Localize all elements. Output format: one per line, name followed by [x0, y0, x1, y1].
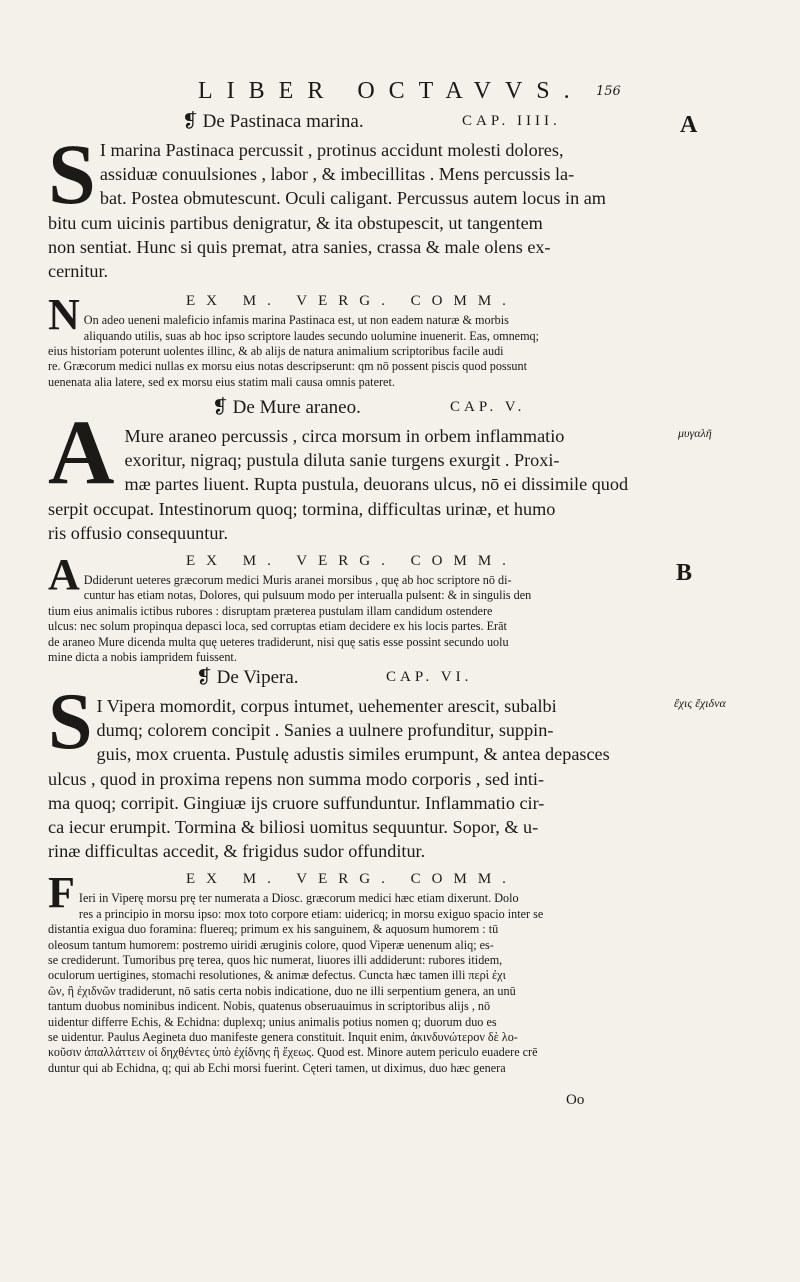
chapter-text — [48, 678, 658, 863]
commentary-initial: F — [48, 868, 75, 918]
commentary-initial: N — [48, 290, 80, 340]
chapter-number: CAP. IIII. — [462, 113, 561, 129]
commentary-initial: A — [48, 550, 80, 600]
chapter-heading — [48, 396, 658, 424]
text-line: exoritur, nigraq; pustula diluta sanie turgens exurgit . Proxi- — [124, 450, 560, 471]
chapter-title: ❡ De Mure araneo. — [212, 397, 361, 418]
margin-greek-note-2: ἔχις ἔχιδνα — [674, 696, 726, 710]
text-line: aliquando utilis, suas ab hoc ipso scriptore laudes secundo uolumine inuenerit. Eas, omnemq; — [83, 328, 540, 343]
text-line: mæ partes liuent. Rupta pustula, deuorans ulcus, nō ei dissimile quod — [124, 474, 629, 495]
section-mure-araneo — [48, 396, 658, 665]
drop-cap: A — [48, 401, 115, 503]
chapter-number: CAP. V. — [450, 399, 526, 415]
running-title: LIBER OCTAVVS. — [198, 78, 584, 104]
chapter-heading — [48, 666, 658, 694]
text-line: cuntur has etiam notas, Dolores, qui pulsuum modo per interualla pulsent: & in singulis den — [83, 588, 532, 603]
chapter-heading — [48, 110, 658, 138]
margin-letter-a: A — [680, 112, 698, 138]
chapter-title: ❡ De Pastinaca marina. — [182, 111, 364, 132]
text-line: ulcus , quod in proxima repens non summa modo corporis , sed inti- — [48, 768, 545, 789]
text-line: se crediderunt. Tumoribus prę terea, quos hic numerat, liuores illi addiderunt: rubores itidem, — [48, 953, 503, 968]
section-pastinaca — [48, 110, 658, 390]
text-line: uenenata alia latere, sed ex morsu eius statim mali causa omnis pateret. — [48, 374, 395, 389]
text-line: I Vipera momordit, corpus intumet, uehementer arescit, subalbi — [96, 696, 557, 716]
text-line: assiduæ conuulsiones , labor , & imbecillitas . Mens percussis la- — [99, 164, 575, 185]
text-line: non sentiat. Hunc si quis premat, atra sanies, crassa & male olens ex- — [48, 236, 551, 257]
text-line: ris offusio consequuntur. — [48, 522, 229, 543]
section-vipera — [48, 666, 658, 1076]
text-line: I marina Pastinaca percussit , protinus accidunt molesti dolores, — [99, 140, 564, 160]
text-line: guis, mox cruenta. Pustulę adustis similes erumpunt, & antea depasces — [96, 744, 610, 765]
text-line: cernitur. — [48, 261, 109, 282]
text-line: bitu cum uicinis partibus denigratur, & ita obstupescit, ut tangentem — [48, 212, 543, 233]
text-line: se uidentur. Paulus Aegineta duo manifeste genera constituit. Inquit enim, ἀκινδυνώτερον δὲ λο- — [48, 1030, 518, 1045]
drop-cap: S — [48, 678, 93, 766]
text-line: dumq; colorem concipit . Sanies a uulnere profunditur, suppin- — [96, 720, 554, 741]
text-line: uidentur differre Echis, & Echidna: duplexq; unius animalis potius nomen q; duorum duo es — [48, 1014, 497, 1029]
chapter-number: CAP. VI. — [386, 669, 473, 685]
text-line: ulcus: nec solum propinqua depasci loca, sed corruptas etiam decidere ex his locis partes. Erāt — [48, 619, 507, 634]
text-line: distantia exigua duo foramina: fluereq; primum ex his sanguinem, & aquosum humorem : tū — [48, 922, 499, 937]
text-line: eius historiam poterunt uolentes illinc, & ab alijs de natura animalium scriptoribus facile audi — [48, 344, 504, 359]
text-line: Mure araneo percussis , circa morsum in orbem inflammatio — [124, 426, 565, 446]
commentary-title: EX M. VERG. COMM. — [186, 293, 517, 310]
text-line: Ieri in Viperę morsu prę ter numerata a Diosc. græcorum medici hæc etiam dixerunt. Dolo — [78, 891, 519, 906]
text-line: mine dicta a nobis iampridem fuissent. — [48, 650, 237, 665]
text-line: re. Græcorum medici nullas ex morsu eius notas descripserunt: qm nō possent piscis quod possunt — [48, 359, 527, 374]
text-line: oculorum uertigines, stomachi resolutiones, & animæ defectus. Cuncta hæc tamen illi περὶ ἐχι — [48, 968, 506, 983]
drop-cap: S — [48, 126, 96, 222]
text-line: duntur qui ab Echidna, q; qui ab Echi morsi fuerint. Cęteri tamen, ut diximus, duo hæc genera — [48, 1060, 506, 1075]
text-line: serpit occupat. Intestinorum quoq; tormina, difficultas urinæ, et humo — [48, 498, 556, 519]
text-line: ma quoq; corripit. Gingiuæ ijs cruore suffunduntur. Inflammatio cir- — [48, 792, 545, 813]
text-line: Ddiderunt ueteres græcorum medici Muris aranei morsibus , quę ab hoc scriptore nō di- — [83, 573, 512, 588]
commentary-title: EX M. VERG. COMM. — [186, 553, 517, 570]
text-line: tium eius animalis ictibus rubores : disruptam præterea pustulam illam candidum ostendere — [48, 603, 493, 618]
text-line: tantum duobus nominibus indicent. Nobis, quatenus obseruauimus in scriptoribus alijs , nō — [48, 999, 491, 1014]
chapter-text — [48, 126, 658, 283]
text-line: oleosum tantum humorem: postremo uiridi æruginis colore, quod Viperæ uenenum aliq; es- — [48, 937, 494, 952]
text-line: bat. Postea obmutescunt. Oculi caligant. Percussus autem locus in am — [99, 188, 606, 209]
text-line: κοῦσιν ἀπαλλάττειν οἱ δηχθέντες ὑπὸ ἐχίδνης ἢ ἔχεως. Quod est. Minore autem periculo euadere crē — [48, 1045, 538, 1060]
catchword: Oo — [566, 1092, 585, 1108]
margin-letter-b: B — [676, 560, 693, 586]
folio-number: 156 — [596, 84, 621, 99]
text-line: rinæ difficultas accedit, & frigidus sudor offunditur. — [48, 841, 426, 862]
text-line: On adeo ueneni maleficio infamis marina Pastinaca est, ut non eadem naturæ & morbis — [83, 313, 509, 328]
chapter-title: ❡ De Vipera. — [196, 667, 299, 688]
text-line: res a principio in morsu ipso: mox toto corpore etiam: uidericq; in morsu exiguo spacio inter se — [78, 906, 544, 921]
text-line: de araneo Mure dicenda multa quę ueteres tradiderunt, nisi quę satis esse possint secundo uolu — [48, 634, 509, 649]
text-line: ca iecur erumpit. Tormina & biliosi uomitus sequuntur. Sopor, & u- — [48, 817, 539, 838]
text-line: ῶν, ἢ ἐχιδνῶν tradiderunt, nō satis certa nobis indicatione, duo ne illi serpentium genera, an unū — [48, 983, 516, 998]
commentary-title: EX M. VERG. COMM. — [186, 871, 517, 888]
margin-greek-note-1: μυγαλῆ — [678, 426, 712, 440]
